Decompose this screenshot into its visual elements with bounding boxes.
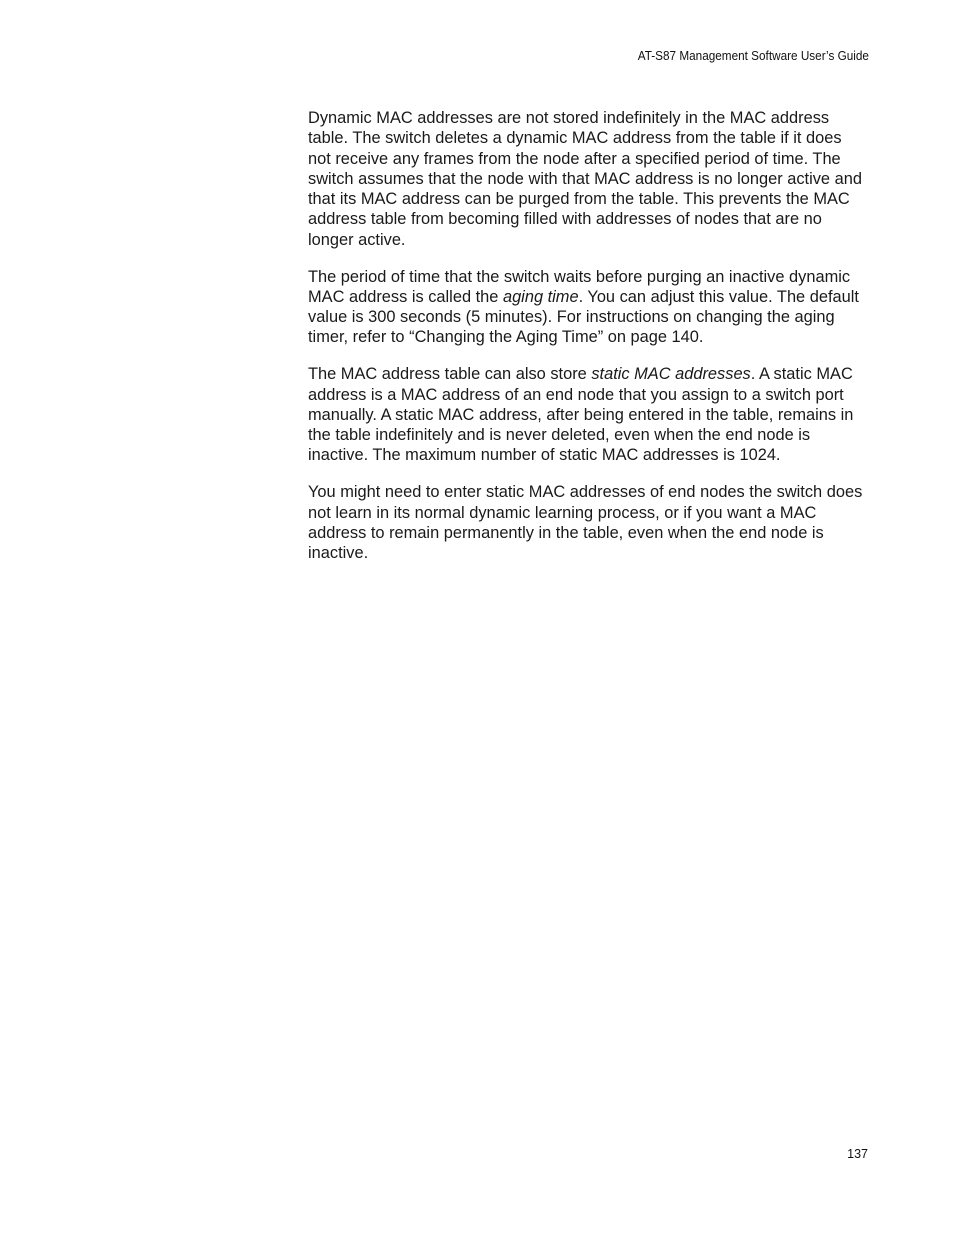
aging-time-term: aging time [502, 287, 579, 306]
running-header: AT-S87 Management Software User’s Guide [637, 49, 869, 63]
page-number: 137 [847, 1147, 868, 1161]
paragraph-static-mac: The MAC address table can also store static MAC addresses. A static MAC address is a MAC address of an end node that you assign to a switch port manually. A static MAC address, after being entered in the table, remains in the table indefinitely and is never deleted, even when the end node is inactive. The maximum number of static MAC addresses is 1024. [308, 365, 854, 465]
paragraph-dynamic-mac: Dynamic MAC addresses are not stored indefinitely in the MAC address table. The switch deletes a dynamic MAC address from the table if it does not receive any frames from the node after a specified period of time. The switch assumes that the node with that MAC address is no longer active and that its MAC address can be purged from the table. This prevents the MAC address table from becoming filled with addresses of nodes that are no longer active. [308, 109, 862, 249]
static-mac-term: static MAC addresses [591, 365, 751, 384]
paragraph-aging-time: The period of time that the switch waits before purging an inactive dynamic MAC address is called the aging time. You can adjust this value. The default value is 300 seconds (5 minutes). For instructions on changing the aging timer, refer to “Changing the Aging Time” on page 140. [308, 267, 859, 347]
body-text [308, 108, 868, 580]
paragraph-enter-static: You might need to enter static MAC addresses of end nodes the switch does not learn in its normal dynamic learning process, or if you want a MAC address to remain permanently in the table, even when the end node is inactive. [308, 483, 863, 563]
